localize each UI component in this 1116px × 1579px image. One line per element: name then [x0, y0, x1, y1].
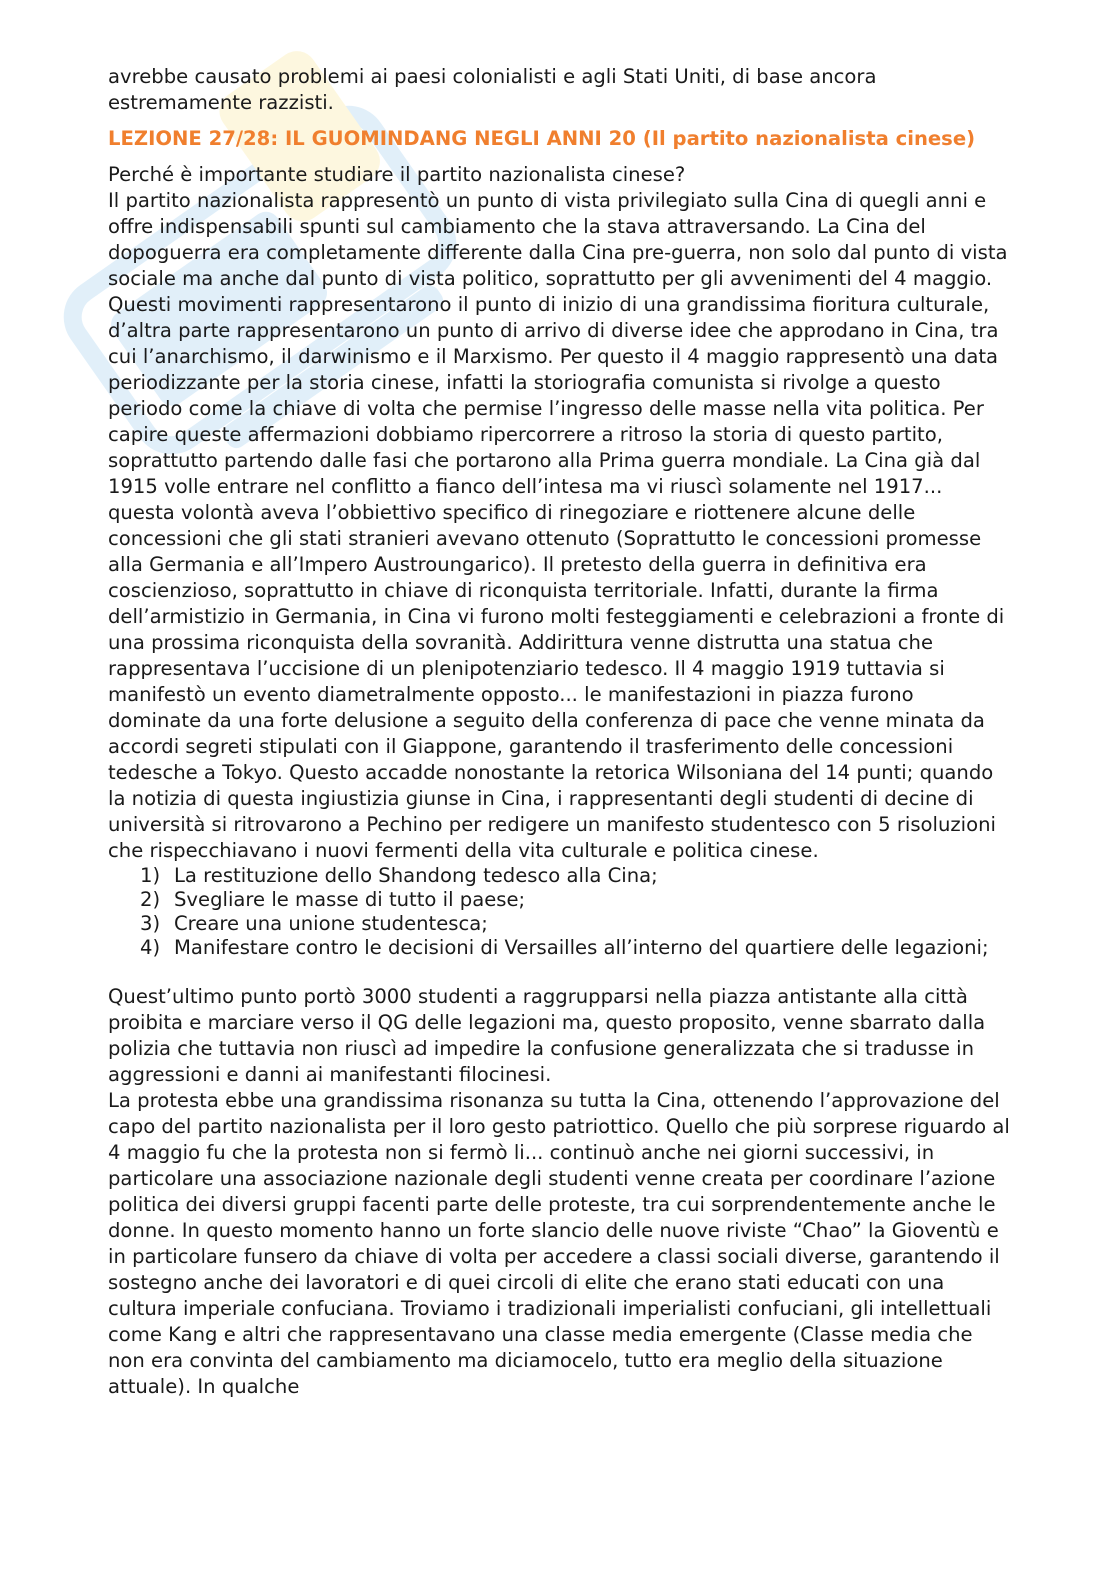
document-body — [108, 64, 1012, 1400]
list-item-text: Creare una unione studentesca; — [174, 912, 488, 935]
spacer — [108, 960, 1012, 984]
list-item-text: Svegliare le masse di tutto il paese; — [174, 888, 526, 911]
list-item — [108, 888, 1012, 912]
list-item-text: La restituzione dello Shandong tedesco alla Cina; — [174, 864, 658, 887]
list-item-number: 1) — [140, 864, 161, 887]
resolutions-list — [108, 864, 1012, 960]
lesson-heading: LEZIONE 27/28: IL GUOMINDANG NEGLI ANNI 20 (Il partito nazionalista cinese) — [108, 127, 976, 150]
body-paragraph-2: Quest’ultimo punto portò 3000 studenti a raggrupparsi nella piazza antistante alla città proibita e marciare verso il QG delle legazioni ma, questo proposito, venne sbarrato dalla polizia che tuttavia non riuscì ad impedire la confusione generalizzata che si tradusse in aggressioni e danni ai manifestanti filocinesi. — [108, 985, 986, 1086]
body-paragraph-1: Il partito nazionalista rappresentò un punto di vista privilegiato sulla Cina di quegli anni e offre indispensabili spunti sul cambiamento che la stava attraversando. La Cina del dopoguerra era completamente differente dalla Cina pre-guerra, non solo dal punto di vista sociale ma anche dal punto di vista politico, soprattutto per gli avvenimenti del 4 maggio. Questi movimenti rappresentarono il punto di inizio di una grandissima fioritura culturale, d’altra parte rappresentarono un punto di arrivo di diverse idee che approdano in Cina, tra cui l’anarchismo, il darwinismo e il Marxismo. Per questo il 4 maggio rappresentò una data periodizzante per la storia cinese, infatti la storiografia comunista si rivolge a questo periodo come la chiave di volta che permise l’ingresso delle masse nella vita politica. Per capire queste affermazioni dobbiamo ripercorrere a ritroso la storia di questo partito, soprattutto partendo dalle fasi che portarono alla Prima guerra mondiale. La Cina già dal 1915 volle entrare nel conflitto a fianco dell’intesa ma vi riuscì solamente nel 1917... questa volontà aveva l’obbiettivo specifico di rinegoziare e riottenere alcune delle concessioni che gli stati stranieri avevano ottenuto (Soprattutto le concessioni promesse alla Germania e all’Impero Austroungarico). Il pretesto della guerra in definitiva era coscienzioso, soprattutto in chiave di riconquista territoriale. Infatti, durante la firma dell’armistizio in Germania, in Cina vi furono molti festeggiamenti e celebrazioni a fronte di una prossima riconquista della sovranità. Addirittura venne distrutta una statua che rappresentava l’uccisione di un plenipotenziario tedesco. Il 4 maggio 1919 tuttavia si manifestò un evento diametralmente opposto... le manifestazioni in piazza furono dominate da una forte delusione a seguito della conferenza di pace che venne minata da accordi segreti stipulati con il Giappone, garantendo il trasferimento delle concessioni tedesche a Tokyo. Questo accadde nonostante la retorica Wilsoniana del 14 punti; quando la notizia di questa ingiustizia giunse in Cina, i rappresentanti degli studenti di decine di università si ritrovarono a Pechino per redigere un manifesto studentesco con 5 risoluzioni che rispecchiavano i nuovi fermenti della vita culturale e politica cinese. — [108, 189, 1008, 862]
list-item-number: 3) — [140, 912, 161, 935]
list-item — [108, 912, 1012, 936]
list-item — [108, 936, 1012, 960]
question-line: Perché è importante studiare il partito nazionalista cinese? — [108, 163, 686, 186]
list-item-number: 4) — [140, 936, 161, 959]
list-item-number: 2) — [140, 888, 161, 911]
list-item-text: Manifestare contro le decisioni di Versailles all’interno del quartiere delle legazioni; — [174, 936, 989, 959]
list-item — [108, 864, 1012, 888]
intro-paragraph: avrebbe causato problemi ai paesi colonialisti e agli Stati Uniti, di base ancora estremamente razzisti. — [108, 65, 877, 114]
body-paragraph-3: La protesta ebbe una grandissima risonanza su tutta la Cina, ottenendo l’approvazione del capo del partito nazionalista per il loro gesto patriottico. Quello che più sorprese riguardo al 4 maggio fu che la protesta non si fermò li... continuò anche nei giorni successivi, in particolare una associazione nazionale degli studenti venne creata per coordinare l’azione politica dei diversi gruppi facenti parte delle proteste, tra cui sorprendentemente anche le donne. In questo momento hanno un forte slancio delle nuove riviste “Chao” la Gioventù e in particolare funsero da chiave di volta per accedere a classi sociali diverse, garantendo il sostegno anche dei lavoratori e di quei circoli di elite che erano stati educati con una cultura imperiale confuciana. Troviamo i tradizionali imperialisti confuciani, gli intellettuali come Kang e altri che rappresentavano una classe media emergente (Classe media che non era convinta del cambiamento ma diciamocelo, tutto era meglio della situazione attuale). In qualche — [108, 1089, 1010, 1398]
